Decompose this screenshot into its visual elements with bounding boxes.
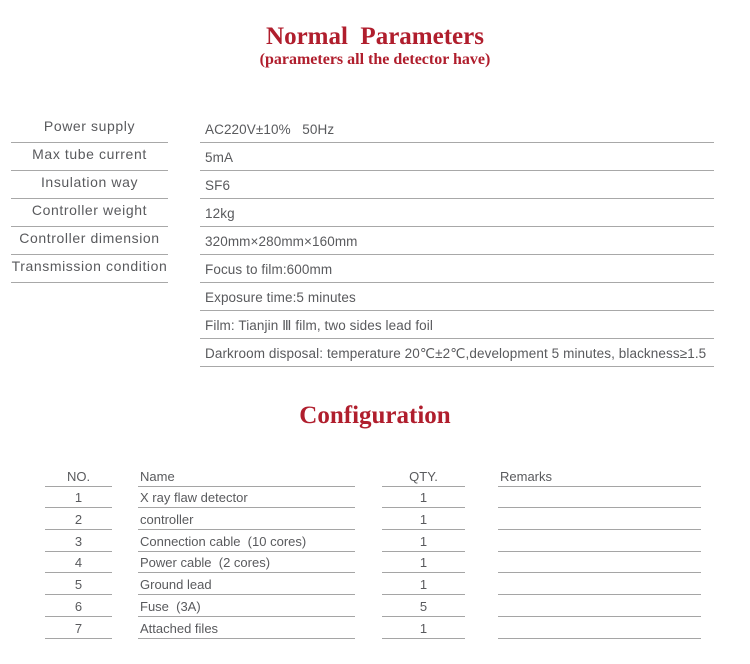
page-subtitle: (parameters all the detector have): [259, 51, 491, 68]
parameter-label: Power supply: [11, 115, 168, 143]
parameter-label: Controller dimension: [11, 227, 168, 255]
table-cell-no: 4: [45, 552, 112, 574]
table-cell-no: 6: [45, 595, 112, 617]
parameter-value: 5mA: [200, 143, 714, 171]
table-cell-name: Connection cable (10 cores): [138, 530, 355, 552]
column-header-name: Name: [138, 465, 355, 487]
table-cell-qty: 1: [382, 573, 465, 595]
table-cell-name: Fuse (3A): [138, 595, 355, 617]
parameter-label: Max tube current: [11, 143, 168, 171]
table-cell-name: Attached files: [138, 617, 355, 639]
table-cell-remarks: [498, 487, 701, 509]
table-cell-no: 3: [45, 530, 112, 552]
table-cell-no: 5: [45, 573, 112, 595]
table-cell-qty: 1: [382, 552, 465, 574]
parameter-value: AC220V±10% 50Hz: [200, 115, 714, 143]
table-cell-no: 2: [45, 508, 112, 530]
table-cell-qty: 1: [382, 617, 465, 639]
parameter-label: Controller weight: [11, 199, 168, 227]
parameter-value: Film: Tianjin Ⅲ film, two sides lead foil: [200, 311, 714, 339]
table-cell-remarks: [498, 573, 701, 595]
parameter-label: Transmission condition: [11, 255, 168, 283]
table-cell-qty: 1: [382, 508, 465, 530]
table-cell-name: Power cable (2 cores): [138, 552, 355, 574]
table-cell-no: 7: [45, 617, 112, 639]
config-column-name: [138, 465, 355, 639]
parameter-label: Insulation way: [11, 171, 168, 199]
config-column-qty: [382, 465, 465, 639]
table-cell-no: 1: [45, 487, 112, 509]
config-column-remarks: [498, 465, 701, 639]
table-cell-name: Ground lead: [138, 573, 355, 595]
page-title: Normal Parameters: [266, 23, 484, 50]
configuration-title: Configuration: [299, 402, 451, 429]
parameter-value: Exposure time:5 minutes: [200, 283, 714, 311]
parameters-value-column: [200, 115, 714, 367]
parameter-value: 320mm×280mm×160mm: [200, 227, 714, 255]
table-cell-remarks: [498, 617, 701, 639]
table-cell-remarks: [498, 530, 701, 552]
parameter-value: 12kg: [200, 199, 714, 227]
config-column-no: [45, 465, 112, 639]
column-header-remarks: Remarks: [498, 465, 701, 487]
column-header-no: NO.: [45, 465, 112, 487]
parameter-value: Darkroom disposal: temperature 20℃±2℃,development 5 minutes, blackness≥1.5: [200, 339, 714, 367]
table-cell-qty: 1: [382, 530, 465, 552]
table-cell-remarks: [498, 508, 701, 530]
table-cell-name: controller: [138, 508, 355, 530]
column-header-qty: QTY.: [382, 465, 465, 487]
table-cell-remarks: [498, 552, 701, 574]
parameters-label-column: [11, 115, 168, 283]
parameter-value: SF6: [200, 171, 714, 199]
table-cell-remarks: [498, 595, 701, 617]
table-cell-qty: 1: [382, 487, 465, 509]
parameter-value: Focus to film:600mm: [200, 255, 714, 283]
table-cell-name: X ray flaw detector: [138, 487, 355, 509]
table-cell-qty: 5: [382, 595, 465, 617]
